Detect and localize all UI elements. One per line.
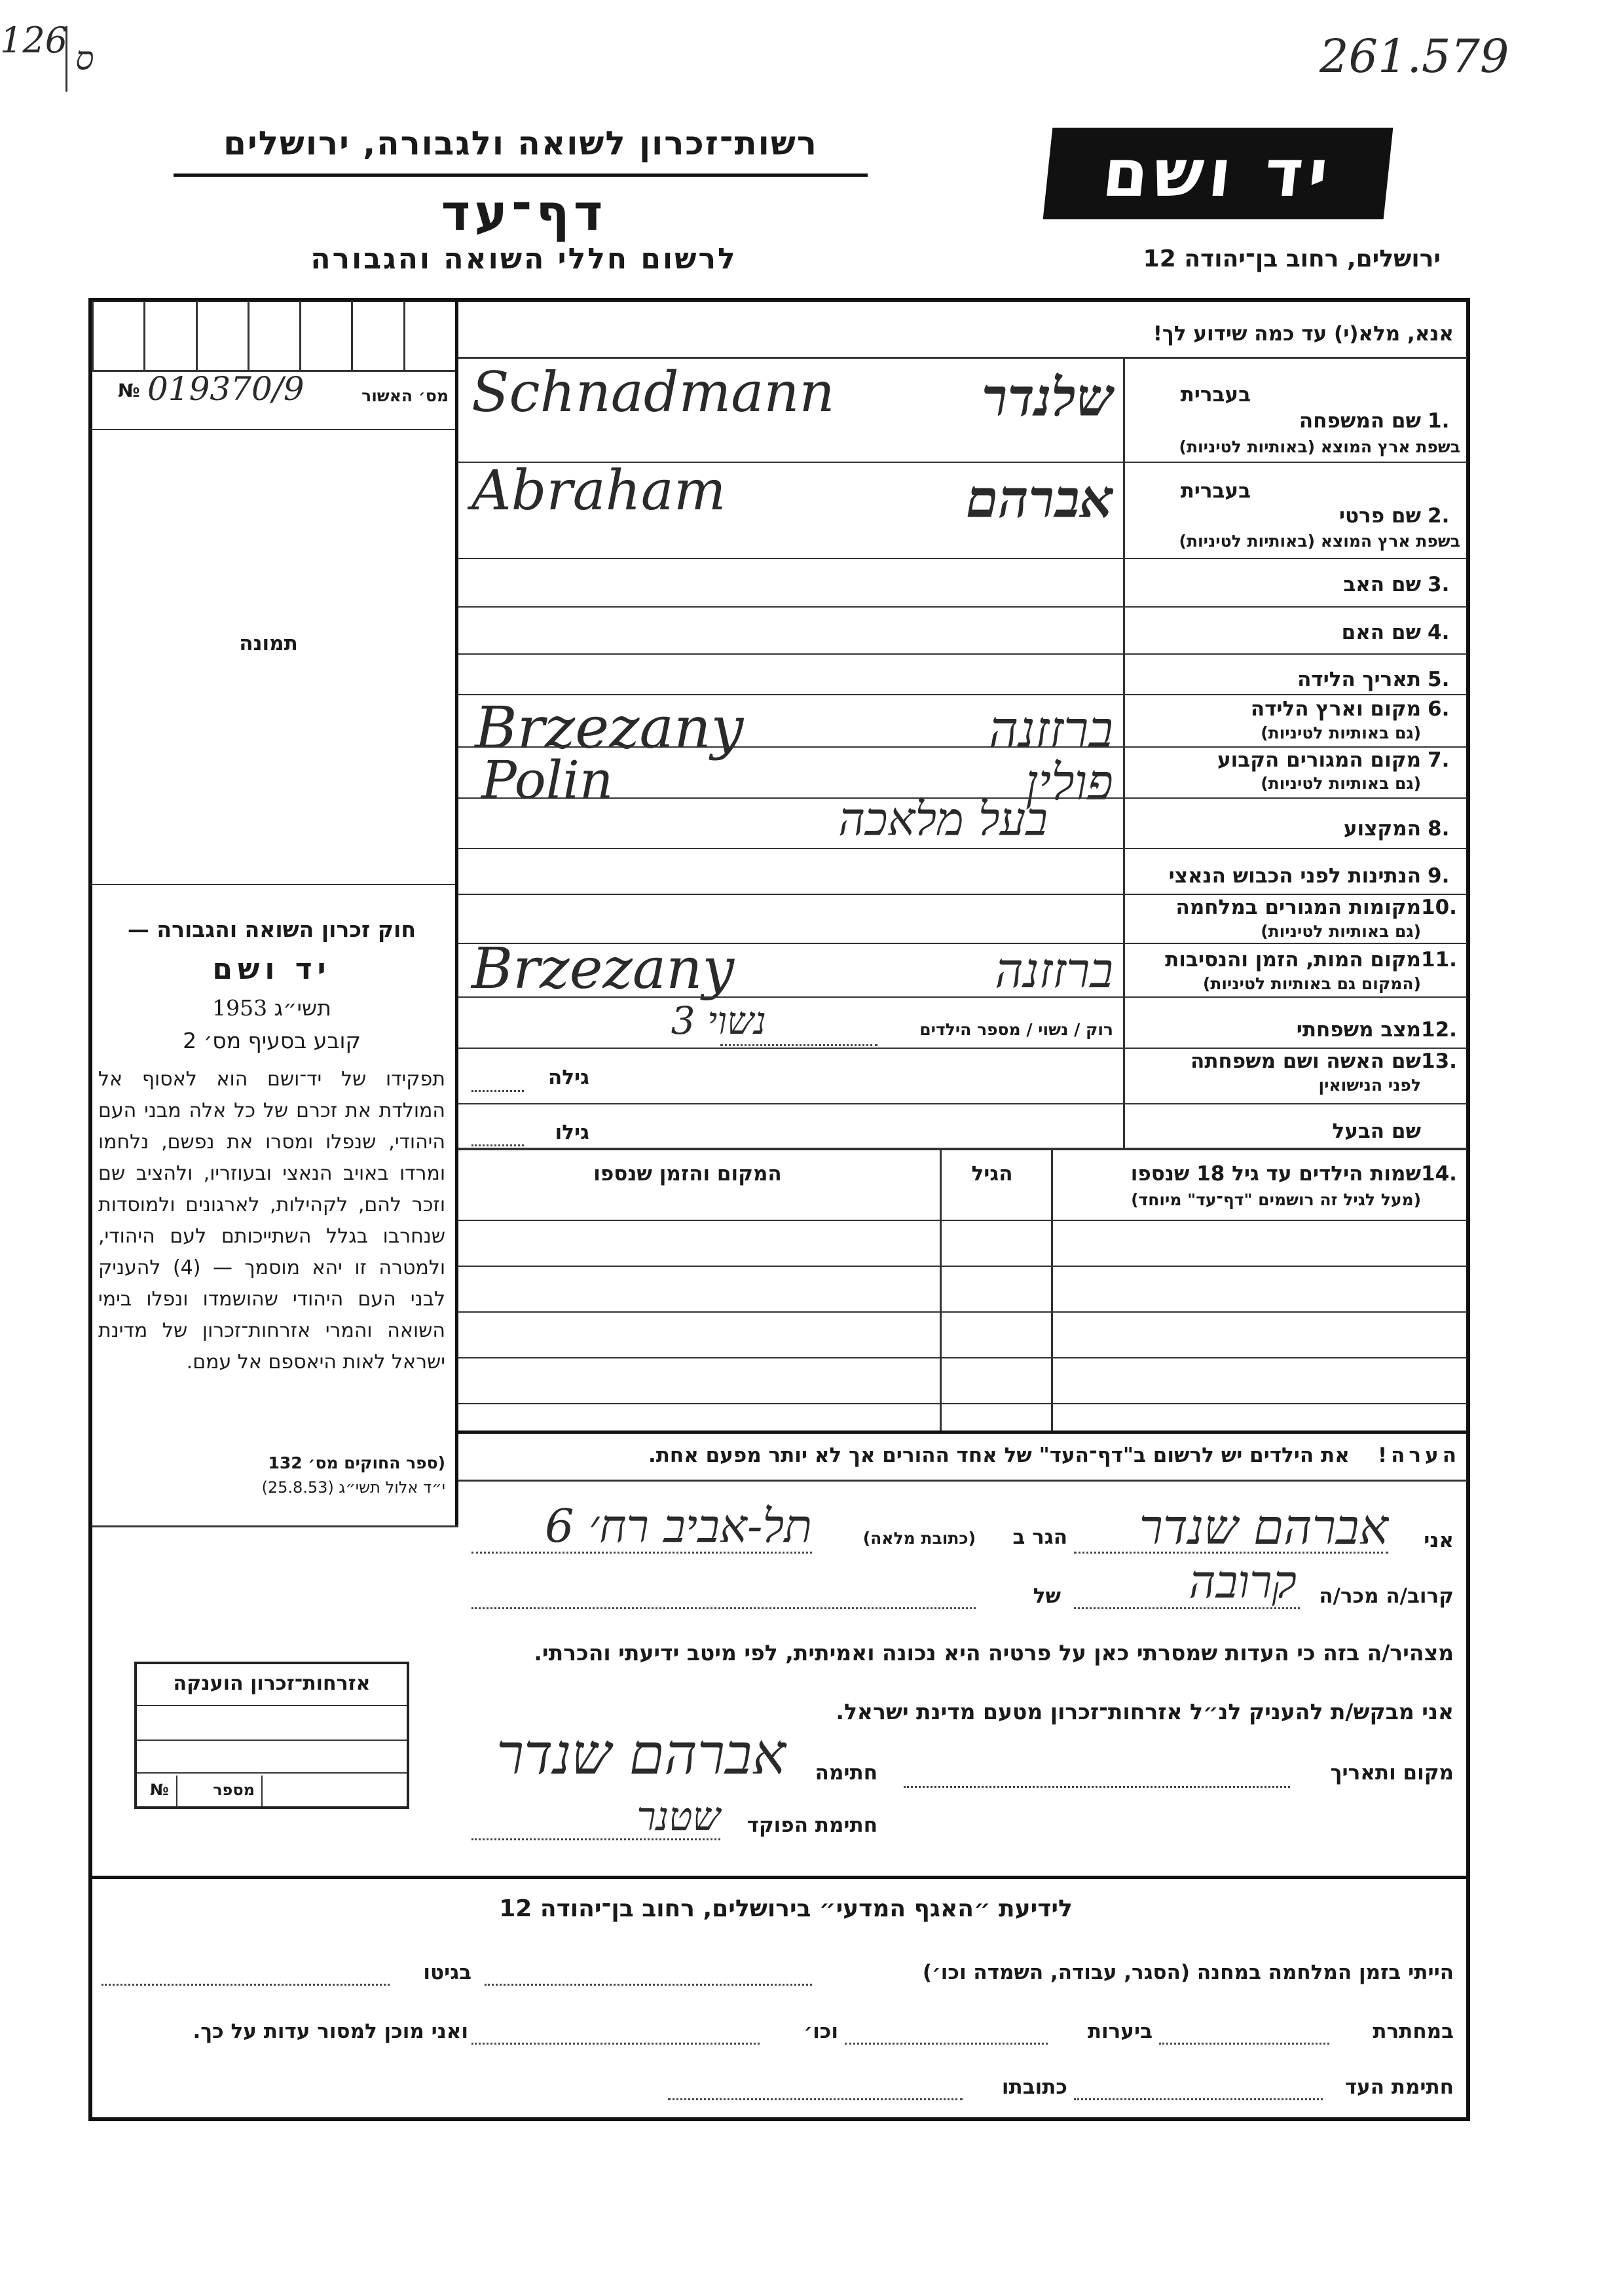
field-2-hebrew-tag: בעברית [1180, 479, 1251, 503]
declarant-i-label: אני [1424, 1529, 1454, 1552]
bottom-section-top-line [92, 1876, 1467, 1879]
file-number: 261.579 [1320, 29, 1509, 83]
form-title: דף־עד [441, 183, 607, 242]
field-8-line [458, 848, 1467, 849]
declarant-lives-label: הגר ב [1012, 1525, 1067, 1549]
field-9-number: 9. [1428, 864, 1450, 888]
field-8-value: בעל מלאכה [838, 792, 1048, 846]
citizenship-number-label: מספר [213, 1781, 255, 1799]
registration-number: 019370/9 [147, 370, 304, 408]
field-3-line [458, 606, 1467, 608]
hiding-dotted-line [1159, 2043, 1329, 2045]
note-text: את הילדים יש לרשום ב"דף־העד" של אחד ההורים אך לא יותר מפעם אחת. [648, 1444, 1350, 1467]
page-ref-divider [65, 26, 67, 92]
field-5-number: 5. [1428, 668, 1450, 691]
citizenship-no-mark: № [150, 1781, 169, 1799]
field-2-number: 2. [1428, 504, 1450, 528]
field-6-note: (גם באותיות לטיניות) [1261, 723, 1421, 742]
field-12-line [458, 1048, 1467, 1049]
ghetto-dotted-line [101, 1984, 390, 1986]
field-6-label: מקום וארץ הלידה [1250, 697, 1421, 721]
field-4-number: 4. [1428, 621, 1450, 644]
field-11-value-hebrew: ברזזנה [995, 943, 1113, 999]
witness-signature-label: חתימת העד [1344, 2075, 1454, 2099]
children-col-divider-2 [1051, 1149, 1053, 1430]
forests-label: ביערות [1087, 2020, 1153, 2043]
registration-no-mark: № [118, 380, 140, 401]
official-signature-line [471, 1838, 720, 1840]
request-text: אני מבקש/ת להעניק לנ״ל אזרחות־זכרון מטעם מדינת ישראל. [836, 1699, 1454, 1724]
field-9-label: הנתינות לפני הכבוש הנאצי [1168, 864, 1421, 888]
citizenship-title: אזרחות־זכרון הוענקה [173, 1672, 371, 1695]
field-6-value-latin: Brzezany [475, 694, 744, 761]
wife-age-label: גילה [547, 1066, 589, 1089]
field-4-label: שם האם [1341, 621, 1421, 644]
ready-text: ואני מוכן למסור עדות על כך. [193, 2020, 468, 2043]
photo-label: תמונה [239, 632, 298, 655]
field-10-note: (גם באותיות לטיניות) [1261, 922, 1421, 941]
left-column-divider [455, 301, 458, 1525]
field-14-number: 14. [1421, 1162, 1457, 1186]
field-1-value-hebrew: שלנדר [982, 367, 1113, 428]
field-1-note: בשפת ארץ המוצא (באותיות לטיניות) [1179, 437, 1460, 456]
relation-label: קרוב/ה מכר/ה [1319, 1584, 1454, 1608]
relation-value: קרובה [1189, 1555, 1297, 1609]
note-bottom-line [458, 1480, 1467, 1482]
field-1-number: 1. [1428, 409, 1450, 433]
field-4-line [458, 653, 1467, 655]
witness-signature-line [1074, 2098, 1323, 2100]
field-3-label: שם האב [1343, 573, 1421, 596]
field-8-number: 8. [1428, 817, 1450, 841]
field-13-label: שם האשה ושם משפחתה [1190, 1049, 1421, 1073]
wife-age-dotted-line [471, 1090, 524, 1092]
field-3-number: 3. [1428, 573, 1450, 596]
forests-dotted-line [845, 2043, 1048, 2045]
declarant-address-hint: (כתובת מלאה) [862, 1529, 976, 1548]
relation-of-line [471, 1607, 976, 1609]
field-9-line [458, 894, 1467, 895]
field-8-label: המקצוע [1343, 817, 1421, 841]
field-2-value-hebrew: אברהם [965, 468, 1113, 530]
place-date-label: מקום ותאריך [1330, 1761, 1454, 1785]
law-clause: קובע בסעיף מס׳ 2 [183, 1028, 361, 1053]
logo-block [1043, 128, 1393, 219]
official-signature-value: שטנר [637, 1794, 720, 1840]
witness-address-line [668, 2098, 963, 2100]
field-1-label: שם המשפחה [1299, 409, 1421, 433]
field-11-value-latin: Brzezany [471, 936, 735, 1002]
field-2-note: בשפת ארץ המוצא (באותיות לטיניות) [1179, 532, 1460, 551]
field-7-number: 7. [1428, 748, 1450, 772]
official-signature-label: חתימת הפוקד [747, 1813, 877, 1837]
hiding-label: במחתרת [1373, 2020, 1454, 2043]
ghetto-label: בגיטו [423, 1961, 471, 1984]
law-year-hebrew: תשי״ג [274, 995, 331, 1021]
relation-of-label: של [1033, 1584, 1061, 1608]
declarant-address: תל-אביב רח׳ 6 [545, 1499, 812, 1553]
children-place-header: המקום והזמן שנספו [593, 1162, 782, 1186]
children-row-3 [458, 1357, 1467, 1358]
law-ref: (ספר החוקים מס׳ 132 [268, 1453, 445, 1472]
page-mark: ס [75, 39, 94, 77]
husband-line [458, 1148, 1467, 1150]
children-table-bottom [458, 1430, 1467, 1434]
etc-label: וכו׳ [803, 2020, 838, 2043]
husband-age-label: גילו [555, 1121, 589, 1144]
label-column-divider [1123, 359, 1125, 1148]
field-5-label: תאריך הלידה [1297, 668, 1421, 691]
husband-label: שם הבעל [1332, 1120, 1421, 1143]
photo-top-line [92, 429, 455, 430]
intro-text: אנא, מלא(י) עד כמה שידוע לך! [1153, 322, 1454, 346]
camp-line: הייתי בזמן המלחמה במחנה (הסגר, עבודה, השמדה וכו׳) [922, 1961, 1454, 1984]
declarant-name: אברהם שנדר [1139, 1499, 1388, 1556]
field-7-label: מקום המגורים הקבוע [1217, 748, 1421, 772]
field-12-value: נשוי 3 [671, 998, 766, 1043]
field-11-note: (המקום גם באותיות לטיניות) [1202, 974, 1421, 993]
logo-text: יד ושם [1099, 135, 1337, 211]
form-subtitle: לרשום חללי השואה והגבורה [310, 242, 737, 276]
page-ref-number: 126 [0, 20, 68, 61]
field-11-line [458, 996, 1467, 998]
children-header-line [458, 1220, 1467, 1221]
photo-bottom-line [92, 884, 455, 885]
declarant-address-line [471, 1552, 812, 1554]
field-12-number: 12. [1421, 1018, 1457, 1042]
field-12-label: מצב משפחתי [1296, 1018, 1421, 1042]
field-13-line [458, 1103, 1467, 1104]
field-13-number: 13. [1421, 1049, 1457, 1073]
children-age-header: הגיל [971, 1162, 1013, 1186]
husband-age-dotted-line [471, 1144, 524, 1146]
children-col-divider-1 [940, 1149, 942, 1430]
field-1-value-latin: Schnadmann [471, 360, 835, 424]
header-address: ירושלים, רחוב בן־יהודה 12 [1143, 246, 1441, 272]
signature-value: אברהם שנדר [496, 1722, 786, 1787]
field-12-dotted-line [720, 1044, 877, 1046]
citizenship-box [134, 1662, 409, 1809]
signature-label: חתימה [815, 1761, 877, 1785]
law-year: 1953 [212, 995, 268, 1021]
field-2-label: שם פרטי [1338, 504, 1421, 528]
field-6-number: 6. [1428, 697, 1450, 721]
field-2-line [458, 558, 1467, 559]
declaration-text: מצהיר/ה בזה כי העדות שמסרתי כאן על פרטיה היא נכונה ואמיתית, לפי מיטב ידיעתי והכרתי. [534, 1640, 1454, 1666]
field-14-label: שמות הילדים עד גיל 18 שנספו [1130, 1162, 1421, 1186]
note-line [465, 1444, 1460, 1467]
field-7-value-hebrew: פולין [1025, 753, 1113, 811]
note-label: הערה! [1377, 1444, 1460, 1467]
children-row-2 [458, 1311, 1467, 1313]
camp-dotted-line [485, 1984, 812, 1986]
field-7-note: (גם באותיות לטיניות) [1261, 774, 1421, 793]
relation-line [1074, 1607, 1300, 1609]
registration-boxes [92, 301, 455, 370]
field-2-value-latin: Abraham [471, 458, 726, 522]
declarant-name-line [1074, 1552, 1388, 1554]
field-10-label: מקומות המגורים במלחמה [1175, 896, 1421, 919]
field-1-hebrew-tag: בעברית [1180, 383, 1251, 407]
law-text: תפקידו של יד־ושם הוא לאסוף אל המולדת את זכרם של כל אלה מבני העם היהודי, שנפלו ומסרו את נפשם, נלחמו ומרדו באויב הנאצי ובעוזריו, ולהציב שם וזכר להם, לקהילות, לארגונים ולמוסדות שנחרבו בגלל השתייכותם לעם היהודי, ולמטרה זו יהא מוסמך — (4) להעניק לבני העם היהודי שהושמדו ונפלו בימי השואה והמרי אזרחות־זכרון של מדינת ישראל לאות היאספם אל עמם. [98, 1068, 445, 1374]
field-10-number: 10. [1421, 896, 1457, 919]
bottom-title: לידיעת ״האגף המדעי״ בירושלים, רחוב בן־יהודה 12 [499, 1895, 1073, 1922]
field-6-value-hebrew: ברזזנה [988, 701, 1113, 759]
authority-underline [174, 173, 868, 177]
intro-line [458, 357, 1467, 359]
field-12-options: רוק / נשוי / מספר הילדים [919, 1020, 1113, 1039]
field-13-note: לפני הנישואין [1318, 1076, 1421, 1095]
law-ref-date: י״ד אלול תשי״ג (25.8.53) [261, 1478, 445, 1497]
witness-address-label: כתובתו [1001, 2075, 1067, 2099]
law-name: יד ושם [212, 953, 331, 986]
field-14-note: (מעל לגיל זה רושמים "דף־עד" מיוחד) [1131, 1190, 1421, 1209]
etc-dotted-line [471, 2043, 760, 2045]
field-6-line [458, 746, 1467, 748]
field-11-label: מקום המות, הזמן והנסיבות [1165, 948, 1421, 972]
place-date-line [904, 1786, 1290, 1788]
field-11-number: 11. [1421, 948, 1457, 972]
children-row-1 [458, 1266, 1467, 1267]
children-row-4 [458, 1403, 1467, 1404]
field-7-value-latin: Polin [481, 750, 614, 811]
authority-line: רשות־זכרון לשואה ולגבורה, ירושלים [223, 124, 818, 162]
registration-label: מס׳ האשור [361, 386, 449, 405]
law-bottom-line [92, 1525, 458, 1527]
law-title: חוק זכרון השואה והגבורה — [127, 917, 416, 942]
law-year-line [95, 995, 449, 1021]
